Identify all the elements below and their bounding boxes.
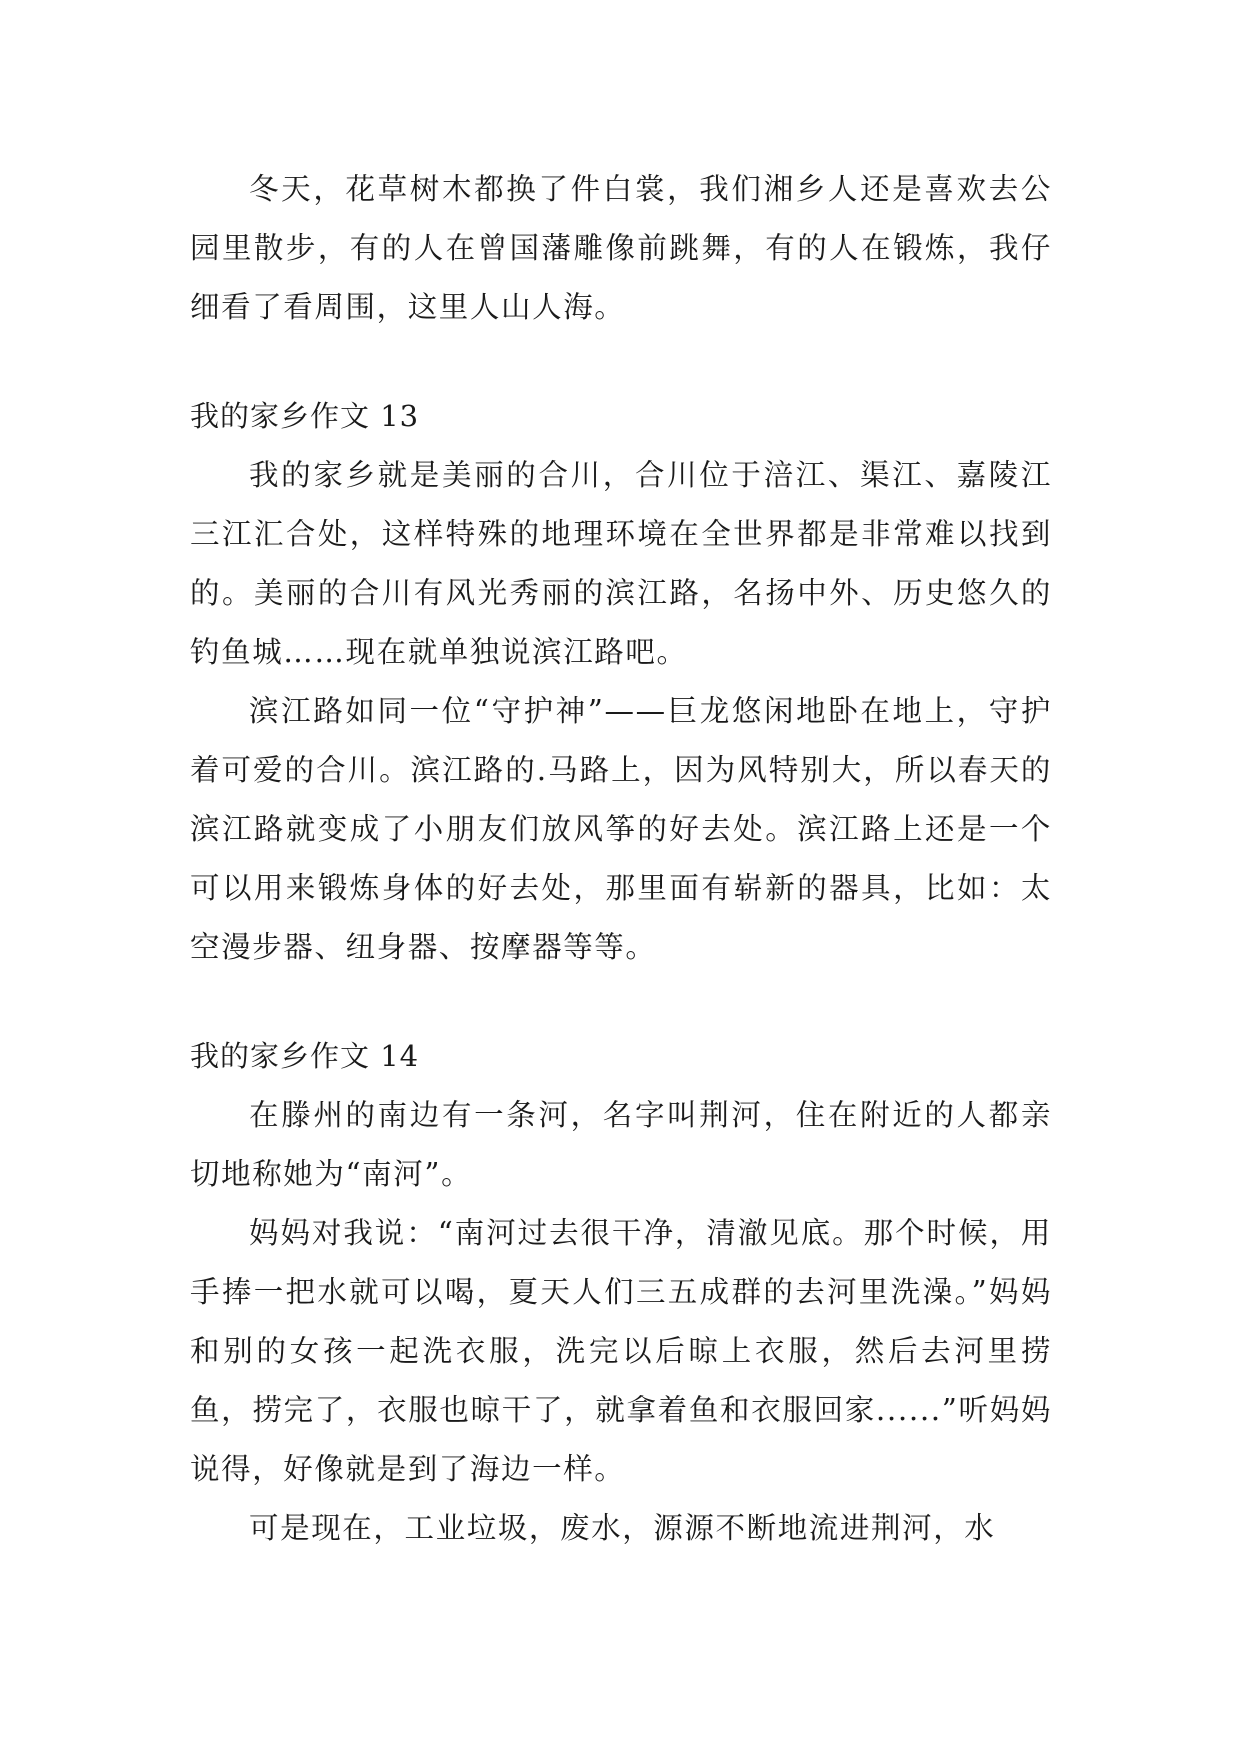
essay-14-title: 我的家乡作文 14: [190, 1039, 420, 1073]
essay-14-section: [190, 1027, 1052, 1558]
document-body: [190, 160, 1052, 1558]
paragraph: 我的家乡就是美丽的合川，合川位于涪江、渠江、嘉陵江三江汇合处，这样特殊的地理环境在全世界都是非常难以找到的。美丽的合川有风光秀丽的滨江路，名扬中外、历史悠久的钓鱼城……现在就单独说滨江路吧。: [190, 458, 1052, 669]
paragraph: 可是现在，工业垃圾，废水，源源不断地流进荆河，水: [249, 1511, 996, 1545]
paragraph: 滨江路如同一位“守护神”——巨龙悠闲地卧在地上，守护着可爱的合川。滨江路的.马路上，因为风特别大，所以春天的滨江路就变成了小朋友们放风筝的好去处。滨江路上还是一个可以用来锻炼身体的好去处，那里面有崭新的器具，比如：太空漫步器、纽身器、按摩器等等。: [190, 694, 1052, 964]
essay-13-section: [190, 387, 1052, 977]
essay-13-title: 我的家乡作文 13: [190, 399, 420, 433]
paragraph: 在滕州的南边有一条河，名字叫荆河，住在附近的人都亲切地称她为“南河”。: [190, 1098, 1052, 1191]
intro-section: [190, 160, 1052, 337]
paragraph: 妈妈对我说：“南河过去很干净，清澈见底。那个时候，用手捧一把水就可以喝，夏天人们三五成群的去河里洗澡。”妈妈和别的女孩一起洗衣服，洗完以后晾上衣服，然后去河里捞鱼，捞完了，衣服也晾干了，就拿着鱼和衣服回家......”听妈妈说得，好像就是到了海边一样。: [190, 1216, 1052, 1486]
paragraph: 冬天，花草树木都换了件白裳，我们湘乡人还是喜欢去公园里散步，有的人在曾国藩雕像前跳舞，有的人在锻炼，我仔细看了看周围，这里人山人海。: [190, 172, 1052, 324]
